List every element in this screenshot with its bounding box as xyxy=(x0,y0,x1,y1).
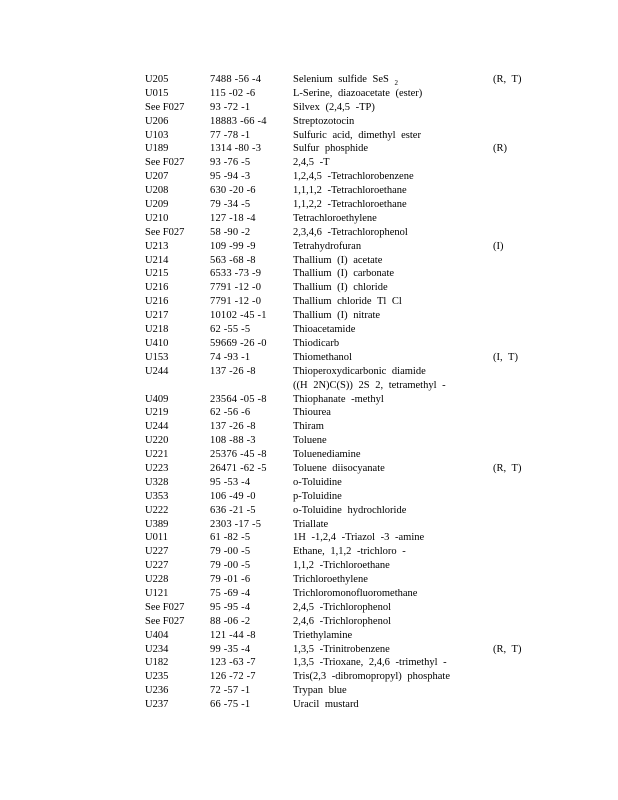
waste-code: U235 xyxy=(145,671,169,683)
substance-name xyxy=(293,365,446,393)
substance-name xyxy=(293,142,368,156)
table-row xyxy=(145,309,525,323)
substance-name-text: Uracil mustard xyxy=(293,699,359,711)
cas-number: 77 -78 -1 xyxy=(210,129,251,141)
substance-name-text: Thioacetamide xyxy=(293,324,356,336)
waste-code: U237 xyxy=(145,699,169,711)
table-row xyxy=(145,573,525,587)
waste-code: U221 xyxy=(145,449,169,461)
table-row xyxy=(145,476,525,490)
substance-name-text: o-Toluidine xyxy=(293,476,342,488)
waste-code: U182 xyxy=(145,657,169,669)
substance-name xyxy=(293,420,324,434)
cas-number: 121 -44 -8 xyxy=(210,629,256,641)
cas-number: 79 -00 -5 xyxy=(210,546,251,558)
waste-code: U227 xyxy=(145,560,169,572)
table-row xyxy=(145,115,525,129)
substance-name-text: Thallium (I) chloride xyxy=(293,282,388,294)
hazard-code: (I) xyxy=(493,240,504,252)
waste-code: U244 xyxy=(145,365,169,377)
table-row xyxy=(145,434,525,448)
waste-code: U244 xyxy=(145,421,169,433)
table-row xyxy=(145,142,525,156)
substance-name xyxy=(293,531,424,545)
waste-code: U189 xyxy=(145,143,169,155)
substance-name xyxy=(293,240,361,254)
substance-name-text: Ethane, 1,1,2 -trichloro - xyxy=(293,546,406,558)
substance-name-text: Streptozotocin xyxy=(293,115,355,127)
cas-number: 23564 -05 -8 xyxy=(210,393,267,405)
substance-name xyxy=(293,490,342,504)
substance-name xyxy=(293,684,347,698)
table-row xyxy=(145,670,525,684)
substance-name xyxy=(293,184,407,198)
table-row xyxy=(145,601,525,615)
substance-name-text: p-Toluidine xyxy=(293,490,342,502)
cas-number: 2303 -17 -5 xyxy=(210,518,262,530)
substance-name xyxy=(293,393,384,407)
table-row xyxy=(145,101,525,115)
substance-name xyxy=(293,115,354,129)
substance-name xyxy=(293,226,408,240)
substance-name xyxy=(293,559,390,573)
waste-code: U410 xyxy=(145,337,169,349)
substance-name xyxy=(293,323,355,337)
substance-name-text: o-Toluidine hydrochloride xyxy=(293,504,407,516)
table-row xyxy=(145,462,525,476)
cas-number: 7791 -12 -0 xyxy=(210,296,262,308)
substance-name xyxy=(293,156,330,170)
table-row xyxy=(145,226,525,240)
table-row xyxy=(145,254,525,268)
substance-name-text: 1,3,5 -Trinitrobenzene xyxy=(293,643,390,655)
waste-code: See F027 xyxy=(145,101,185,113)
waste-code: U234 xyxy=(145,643,169,655)
substance-name-text: Thiophanate -methyl xyxy=(293,393,384,405)
cas-number: 99 -35 -4 xyxy=(210,643,251,655)
waste-code: U328 xyxy=(145,476,169,488)
hazard-code: (R) xyxy=(493,143,507,155)
table-row xyxy=(145,87,525,101)
substance-name xyxy=(293,198,407,212)
substance-name-text: Thiourea xyxy=(293,407,331,419)
substance-name-text: Selenium sulfide SeS xyxy=(293,74,389,85)
cas-number: 79 -01 -6 xyxy=(210,574,251,586)
substance-name-text: 2,4,6 -Trichlorophenol xyxy=(293,615,391,627)
cas-number: 127 -18 -4 xyxy=(210,212,256,224)
cas-number: 58 -90 -2 xyxy=(210,226,251,238)
waste-code: U207 xyxy=(145,171,169,183)
table-row xyxy=(145,323,525,337)
substance-name xyxy=(293,309,380,323)
substance-name xyxy=(293,545,406,559)
waste-code: U218 xyxy=(145,324,169,336)
waste-code: U389 xyxy=(145,518,169,530)
cas-number: 26471 -62 -5 xyxy=(210,462,267,474)
table-row xyxy=(145,156,525,170)
waste-code: U219 xyxy=(145,407,169,419)
cas-number: 74 -93 -1 xyxy=(210,351,251,363)
waste-code: U213 xyxy=(145,240,169,252)
waste-code: See F027 xyxy=(145,615,185,627)
substance-name xyxy=(293,267,394,281)
table-row xyxy=(145,73,525,87)
substance-name-text: Thallium (I) nitrate xyxy=(293,310,381,322)
table-row xyxy=(145,393,525,407)
substance-name-text: Thiodicarb xyxy=(293,337,340,349)
cas-number: 108 -88 -3 xyxy=(210,435,256,447)
substance-name-text: Triallate xyxy=(293,518,329,530)
substance-name xyxy=(293,351,352,365)
waste-code: U214 xyxy=(145,254,169,266)
substance-name xyxy=(293,406,331,420)
substance-name xyxy=(293,643,390,657)
table-row xyxy=(145,198,525,212)
cas-number: 62 -55 -5 xyxy=(210,324,251,336)
table-row xyxy=(145,587,525,601)
cas-number: 106 -49 -0 xyxy=(210,490,256,502)
table-row xyxy=(145,490,525,504)
waste-code: U103 xyxy=(145,129,169,141)
substance-name-text: Trichloromonofluoromethane xyxy=(293,587,418,599)
table-row xyxy=(145,504,525,518)
cas-number: 123 -63 -7 xyxy=(210,657,256,669)
substance-name xyxy=(293,615,391,629)
substance-name xyxy=(293,629,352,643)
waste-code: See F027 xyxy=(145,157,185,169)
waste-code: U353 xyxy=(145,490,169,502)
table-row xyxy=(145,643,525,657)
substance-name-text: Thallium (I) carbonate xyxy=(293,268,395,280)
substance-name-text: Silvex (2,4,5 -TP) xyxy=(293,101,375,113)
table-row xyxy=(145,698,525,712)
cas-number: 75 -69 -4 xyxy=(210,587,251,599)
cas-number: 79 -00 -5 xyxy=(210,560,251,572)
substance-name xyxy=(293,434,327,448)
cas-number: 7791 -12 -0 xyxy=(210,282,262,294)
substance-name xyxy=(293,504,406,518)
cas-number: 62 -56 -6 xyxy=(210,407,251,419)
table-row xyxy=(145,406,525,420)
waste-code: U236 xyxy=(145,685,169,697)
substance-name-text: Thallium chloride Tl Cl xyxy=(293,296,402,308)
waste-code: U208 xyxy=(145,185,169,197)
substance-name xyxy=(293,170,414,184)
substance-name-text: 1,1,1,2 -Tetrachloroethane xyxy=(293,185,407,197)
substance-name xyxy=(293,462,385,476)
cas-number: 88 -06 -2 xyxy=(210,615,251,627)
waste-code: U216 xyxy=(145,282,169,294)
cas-number: 79 -34 -5 xyxy=(210,199,251,211)
hazard-code: (R, T) xyxy=(493,462,522,474)
waste-code: U227 xyxy=(145,546,169,558)
substance-name xyxy=(293,448,361,462)
cas-number: 18883 -66 -4 xyxy=(210,115,267,127)
substance-name xyxy=(293,476,342,490)
cas-number: 6533 -73 -9 xyxy=(210,268,262,280)
substance-name-text: Thiomethanol xyxy=(293,351,352,363)
table-row xyxy=(145,129,525,143)
substance-name xyxy=(293,129,421,143)
table-row xyxy=(145,615,525,629)
hazardous-waste-table xyxy=(145,73,525,712)
waste-code: U222 xyxy=(145,504,169,516)
waste-code: See F027 xyxy=(145,226,185,238)
cas-number: 95 -95 -4 xyxy=(210,601,251,613)
waste-code: U209 xyxy=(145,199,169,211)
table-row xyxy=(145,629,525,643)
substance-name xyxy=(293,670,450,684)
substance-name-text: 1,1,2,2 -Tetrachloroethane xyxy=(293,199,407,211)
substance-name-text: 2,4,5 -T xyxy=(293,157,330,169)
table-row xyxy=(145,559,525,573)
cas-number: 25376 -45 -8 xyxy=(210,449,267,461)
cas-number: 1314 -80 -3 xyxy=(210,143,262,155)
table-row xyxy=(145,184,525,198)
waste-code: U409 xyxy=(145,393,169,405)
waste-code: U206 xyxy=(145,115,169,127)
substance-name-text: 1,2,4,5 -Tetrachlorobenzene xyxy=(293,171,414,183)
substance-name-text: Sulfur phosphide xyxy=(293,143,369,155)
cas-number: 109 -99 -9 xyxy=(210,240,256,252)
waste-code: U015 xyxy=(145,87,169,99)
waste-code: U121 xyxy=(145,587,169,599)
substance-name-text: 1,1,2 -Trichloroethane xyxy=(293,560,390,572)
cas-number: 137 -26 -8 xyxy=(210,365,256,377)
substance-name-text: Tris(2,3 -dibromopropyl) phosphate xyxy=(293,671,450,683)
cas-number: 93 -76 -5 xyxy=(210,157,251,169)
cas-number: 95 -94 -3 xyxy=(210,171,251,183)
table-row xyxy=(145,267,525,281)
substance-name-text: Trypan blue xyxy=(293,685,347,697)
waste-code: See F027 xyxy=(145,601,185,613)
substance-name xyxy=(293,101,375,115)
table-row xyxy=(145,684,525,698)
substance-name xyxy=(293,587,417,601)
substance-name xyxy=(293,698,359,712)
cas-number: 61 -82 -5 xyxy=(210,532,251,544)
table-row xyxy=(145,531,525,545)
waste-code: U217 xyxy=(145,310,169,322)
table-row xyxy=(145,212,525,226)
table-row xyxy=(145,365,525,393)
table-row xyxy=(145,240,525,254)
cas-number: 126 -72 -7 xyxy=(210,671,256,683)
waste-code: U215 xyxy=(145,268,169,280)
table-row xyxy=(145,518,525,532)
waste-code: U228 xyxy=(145,574,169,586)
waste-code: U220 xyxy=(145,435,169,447)
cas-number: 93 -72 -1 xyxy=(210,101,251,113)
substance-name-text: Sulfuric acid, dimethyl ester xyxy=(293,129,421,141)
waste-code: U153 xyxy=(145,351,169,363)
substance-name-text: Tetrahydrofuran xyxy=(293,240,362,252)
substance-name xyxy=(293,656,447,670)
table-row xyxy=(145,448,525,462)
substance-name xyxy=(293,87,422,101)
substance-name-text: Tetrachloroethylene xyxy=(293,212,377,224)
waste-code: U404 xyxy=(145,629,169,641)
cas-number: 563 -68 -8 xyxy=(210,254,256,266)
substance-name-text: Triethylamine xyxy=(293,629,353,641)
substance-name-text: Toluenediamine xyxy=(293,449,361,461)
cas-number: 7488 -56 -4 xyxy=(210,74,262,85)
table-row xyxy=(145,295,525,309)
table-row xyxy=(145,420,525,434)
cas-number: 72 -57 -1 xyxy=(210,685,251,697)
cas-number: 10102 -45 -1 xyxy=(210,310,267,322)
substance-name-text: Trichloroethylene xyxy=(293,574,368,586)
waste-code: U210 xyxy=(145,212,169,224)
substance-name xyxy=(293,281,388,295)
cas-number: 66 -75 -1 xyxy=(210,699,251,711)
substance-name xyxy=(293,337,339,351)
hazard-code: (R, T) xyxy=(493,74,522,85)
cas-number: 630 -20 -6 xyxy=(210,185,256,197)
waste-code: U011 xyxy=(145,532,168,544)
substance-name xyxy=(293,254,382,268)
substance-name-text: L-Serine, diazoacetate (ester) xyxy=(293,87,423,99)
cas-number: 59669 -26 -0 xyxy=(210,337,267,349)
waste-code: U223 xyxy=(145,462,169,474)
waste-code: U205 xyxy=(145,74,169,85)
substance-name-line2: ((H 2N)C(S)) 2S 2, tetramethyl - xyxy=(293,379,446,391)
waste-code: U216 xyxy=(145,296,169,308)
substance-name xyxy=(293,212,377,226)
table-row xyxy=(145,351,525,365)
substance-name xyxy=(293,518,328,532)
substance-name xyxy=(293,573,368,587)
hazard-code: (R, T) xyxy=(493,643,522,655)
cas-number: 636 -21 -5 xyxy=(210,504,256,516)
cas-number: 137 -26 -8 xyxy=(210,421,256,433)
substance-name xyxy=(293,601,391,615)
substance-name-text: Thallium (I) acetate xyxy=(293,254,383,266)
hazard-code: (I, T) xyxy=(493,351,518,363)
cas-number: 115 -02 -6 xyxy=(210,87,256,99)
table-row xyxy=(145,281,525,295)
subscript: 2 xyxy=(394,79,398,88)
substance-name-text: 1,3,5 -Trioxane, 2,4,6 -trimethyl - xyxy=(293,657,447,669)
substance-name-text: Thioperoxydicarbonic diamide xyxy=(293,365,426,377)
substance-name-text: 2,3,4,6 -Tetrachlorophenol xyxy=(293,226,408,238)
table-row xyxy=(145,545,525,559)
substance-name xyxy=(293,73,398,87)
table-row xyxy=(145,337,525,351)
substance-name-text: 1H -1,2,4 -Triazol -3 -amine xyxy=(293,532,425,544)
table-row xyxy=(145,656,525,670)
cas-number: 95 -53 -4 xyxy=(210,476,251,488)
substance-name xyxy=(293,295,402,309)
substance-name-text: Toluene diisocyanate xyxy=(293,462,385,474)
substance-name-text: Thiram xyxy=(293,421,324,433)
substance-name-text: Toluene xyxy=(293,435,327,447)
table-row xyxy=(145,170,525,184)
substance-name-text: 2,4,5 -Trichlorophenol xyxy=(293,601,391,613)
